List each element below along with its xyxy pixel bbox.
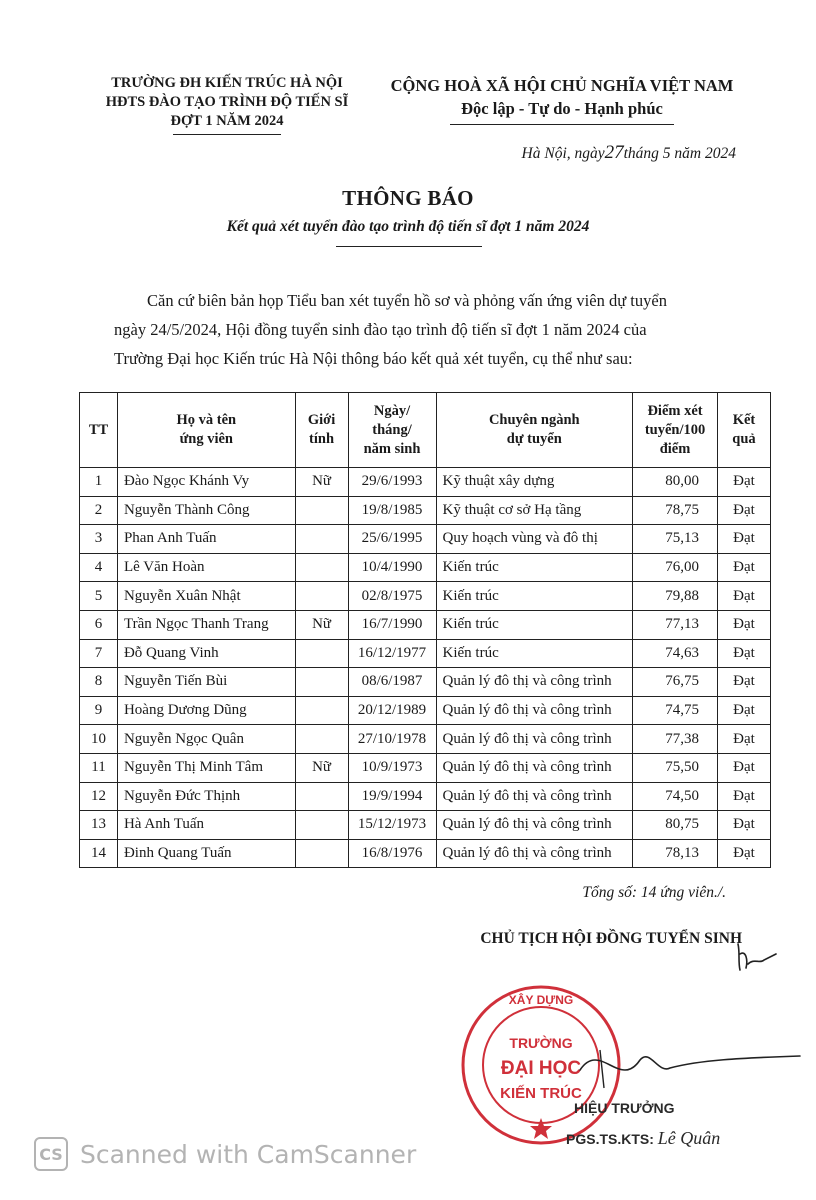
national-header [372, 74, 752, 125]
cell-score: 80,75 [633, 811, 718, 840]
cell-result: Đạt [718, 468, 771, 497]
cell-tt: 3 [80, 525, 118, 554]
cell-major: Kỹ thuật xây dựng [436, 468, 633, 497]
cell-name: Nguyễn Ngọc Quân [117, 725, 295, 754]
cell-major: Quản lý đô thị và công trình [436, 839, 633, 868]
cell-major: Kỹ thuật cơ sở Hạ tầng [436, 496, 633, 525]
date-suffix: tháng 5 năm 2024 [623, 145, 736, 162]
seal-ring-text: XÂY DỰNG [508, 993, 574, 1007]
cell-dob: 19/8/1985 [348, 496, 436, 525]
cell-result: Đạt [718, 610, 771, 639]
cell-dob: 16/7/1990 [348, 610, 436, 639]
cell-score: 77,13 [633, 610, 718, 639]
national-motto: Độc lập - Tự do - Hạnh phúc [461, 99, 663, 118]
cell-name: Phan Anh Tuấn [117, 525, 295, 554]
cell-gender [295, 696, 348, 725]
cell-major: Kiến trúc [436, 639, 633, 668]
cell-dob: 20/12/1989 [348, 696, 436, 725]
issuer-underline [173, 134, 281, 135]
cell-name: Đinh Quang Tuấn [117, 839, 295, 868]
table-row [80, 639, 771, 668]
cell-result: Đạt [718, 525, 771, 554]
col-header-result: Kết quả [718, 393, 771, 468]
cell-score: 74,50 [633, 782, 718, 811]
cell-dob: 10/4/1990 [348, 553, 436, 582]
document-date [430, 142, 736, 164]
cell-name: Đào Ngọc Khánh Vy [117, 468, 295, 497]
cell-dob: 15/12/1973 [348, 811, 436, 840]
cell-gender [295, 525, 348, 554]
cell-dob: 25/6/1995 [348, 525, 436, 554]
cell-major: Quản lý đô thị và công trình [436, 782, 633, 811]
cell-score: 79,88 [633, 582, 718, 611]
body-paragraph [114, 286, 736, 373]
cell-gender [295, 811, 348, 840]
chair-title: CHỦ TỊCH HỘI ĐỒNG TUYỂN SINH [480, 930, 742, 947]
cell-major: Kiến trúc [436, 553, 633, 582]
chair-initial-signature [732, 940, 780, 974]
cell-result: Đạt [718, 811, 771, 840]
cell-tt: 11 [80, 753, 118, 782]
cell-major: Kiến trúc [436, 582, 633, 611]
table-row [80, 468, 771, 497]
cell-name: Nguyễn Đức Thịnh [117, 782, 295, 811]
table-row [80, 725, 771, 754]
cell-score: 78,13 [633, 839, 718, 868]
table-row [80, 811, 771, 840]
cell-name: Nguyễn Xuân Nhật [117, 582, 295, 611]
issuer-line-3: ĐỢT 1 NĂM 2024 [170, 113, 284, 129]
date-day-handwritten: 27 [604, 142, 624, 163]
body-line-2: ngày 24/5/2024, Hội đồng tuyển sinh đào tạo trình độ tiến sĩ đợt 1 năm 2024 của [114, 320, 647, 339]
cell-result: Đạt [718, 668, 771, 697]
table-row [80, 496, 771, 525]
motto-underline [450, 124, 674, 125]
cell-name: Đỗ Quang Vinh [117, 639, 295, 668]
col-header-dob: Ngày/ tháng/ năm sinh [348, 393, 436, 468]
cell-tt: 4 [80, 553, 118, 582]
results-table [79, 392, 771, 868]
cell-gender: Nữ [295, 753, 348, 782]
cell-gender [295, 553, 348, 582]
cell-result: Đạt [718, 553, 771, 582]
camscanner-logo-icon: CS [34, 1137, 68, 1171]
camscanner-text: Scanned with CamScanner [80, 1139, 417, 1169]
cell-major: Kiến trúc [436, 610, 633, 639]
cell-result: Đạt [718, 582, 771, 611]
cell-tt: 2 [80, 496, 118, 525]
table-row [80, 839, 771, 868]
cell-major: Quản lý đô thị và công trình [436, 725, 633, 754]
cell-major: Quản lý đô thị và công trình [436, 811, 633, 840]
seal-line-2: ĐẠI HỌC [500, 1058, 582, 1079]
cell-result: Đạt [718, 696, 771, 725]
cell-score: 75,13 [633, 525, 718, 554]
principal-signature [540, 1030, 810, 1100]
subtitle-rule [336, 246, 482, 247]
cell-name: Hoàng Dương Dũng [117, 696, 295, 725]
cell-dob: 19/9/1994 [348, 782, 436, 811]
body-line-1: Căn cứ biên bản họp Tiểu ban xét tuyển hồ sơ và phỏng vấn ứng viên dự tuyển [147, 291, 667, 310]
seal-line-3: KIẾN TRÚC [500, 1085, 582, 1102]
cell-name: Nguyễn Thành Công [117, 496, 295, 525]
cell-dob: 10/9/1973 [348, 753, 436, 782]
principal-title: HIỆU TRƯỞNG [574, 1100, 675, 1116]
issuer-line-2: HĐTS ĐÀO TẠO TRÌNH ĐỘ TIẾN SĨ [105, 94, 349, 110]
cell-tt: 8 [80, 668, 118, 697]
cell-tt: 14 [80, 839, 118, 868]
issuer-header [62, 74, 392, 135]
issuer-line-1: TRƯỜNG ĐH KIẾN TRÚC HÀ NỘI [111, 75, 343, 91]
cell-tt: 12 [80, 782, 118, 811]
cell-major: Quy hoạch vùng và đô thị [436, 525, 633, 554]
cell-score: 80,00 [633, 468, 718, 497]
cell-name: Hà Anh Tuấn [117, 811, 295, 840]
col-header-gender: Giới tính [295, 393, 348, 468]
cell-score: 75,50 [633, 753, 718, 782]
cell-gender [295, 639, 348, 668]
principal-name-line [566, 1128, 720, 1149]
cell-score: 74,75 [633, 696, 718, 725]
cell-score: 77,38 [633, 725, 718, 754]
cell-major: Quản lý đô thị và công trình [436, 668, 633, 697]
cell-score: 76,00 [633, 553, 718, 582]
table-row [80, 753, 771, 782]
cell-result: Đạt [718, 753, 771, 782]
camscanner-watermark [34, 1134, 416, 1174]
cell-major: Quản lý đô thị và công trình [436, 753, 633, 782]
date-prefix: Hà Nội, ngày [521, 145, 605, 162]
cell-tt: 5 [80, 582, 118, 611]
cell-dob: 08/6/1987 [348, 668, 436, 697]
cell-gender [295, 782, 348, 811]
cell-dob: 02/8/1975 [348, 582, 436, 611]
col-header-name: Họ và tên ứng viên [117, 393, 295, 468]
cell-dob: 27/10/1978 [348, 725, 436, 754]
table-row [80, 553, 771, 582]
table-row [80, 610, 771, 639]
cell-score: 74,63 [633, 639, 718, 668]
cell-dob: 16/12/1977 [348, 639, 436, 668]
cell-tt: 1 [80, 468, 118, 497]
cell-result: Đạt [718, 725, 771, 754]
cell-name: Nguyễn Thị Minh Tâm [117, 753, 295, 782]
table-row [80, 696, 771, 725]
cell-gender [295, 839, 348, 868]
cell-tt: 13 [80, 811, 118, 840]
national-title: CỘNG HOÀ XÃ HỘI CHỦ NGHĨA VIỆT NAM [390, 76, 734, 95]
cell-gender [295, 725, 348, 754]
cell-result: Đạt [718, 639, 771, 668]
body-line-3: Trường Đại học Kiến trúc Hà Nội thông báo kết quả xét tuyển, cụ thể như sau: [114, 349, 633, 368]
cell-major: Quản lý đô thị và công trình [436, 696, 633, 725]
cell-gender [295, 668, 348, 697]
cell-gender [295, 582, 348, 611]
table-header-row [80, 393, 771, 468]
cell-tt: 7 [80, 639, 118, 668]
cell-gender: Nữ [295, 610, 348, 639]
cell-tt: 9 [80, 696, 118, 725]
cell-name: Trần Ngọc Thanh Trang [117, 610, 295, 639]
col-header-major: Chuyên ngành dự tuyển [436, 393, 633, 468]
col-header-score: Điểm xét tuyển/100 điểm [633, 393, 718, 468]
document-subtitle: Kết quả xét tuyển đào tạo trình độ tiến sĩ đợt 1 năm 2024 [226, 218, 590, 235]
table-row [80, 668, 771, 697]
cell-tt: 10 [80, 725, 118, 754]
table-row [80, 525, 771, 554]
cell-score: 78,75 [633, 496, 718, 525]
cell-name: Nguyễn Tiến Bùi [117, 668, 295, 697]
cell-tt: 6 [80, 610, 118, 639]
cell-score: 76,75 [633, 668, 718, 697]
cell-name: Lê Văn Hoàn [117, 553, 295, 582]
seal-line-1: TRƯỜNG [509, 1035, 573, 1051]
total-count: Tổng số: 14 ứng viên./. [582, 884, 726, 901]
table-row [80, 782, 771, 811]
cell-result: Đạt [718, 839, 771, 868]
col-header-tt: TT [80, 393, 118, 468]
cell-result: Đạt [718, 782, 771, 811]
principal-name: Lê Quân [657, 1128, 721, 1148]
cell-dob: 29/6/1993 [348, 468, 436, 497]
cell-gender: Nữ [295, 468, 348, 497]
cell-gender [295, 496, 348, 525]
cell-dob: 16/8/1976 [348, 839, 436, 868]
document-title: THÔNG BÁO [342, 186, 474, 210]
table-row [80, 582, 771, 611]
principal-degree: PGS.TS.KTS: [566, 1131, 654, 1147]
cell-result: Đạt [718, 496, 771, 525]
